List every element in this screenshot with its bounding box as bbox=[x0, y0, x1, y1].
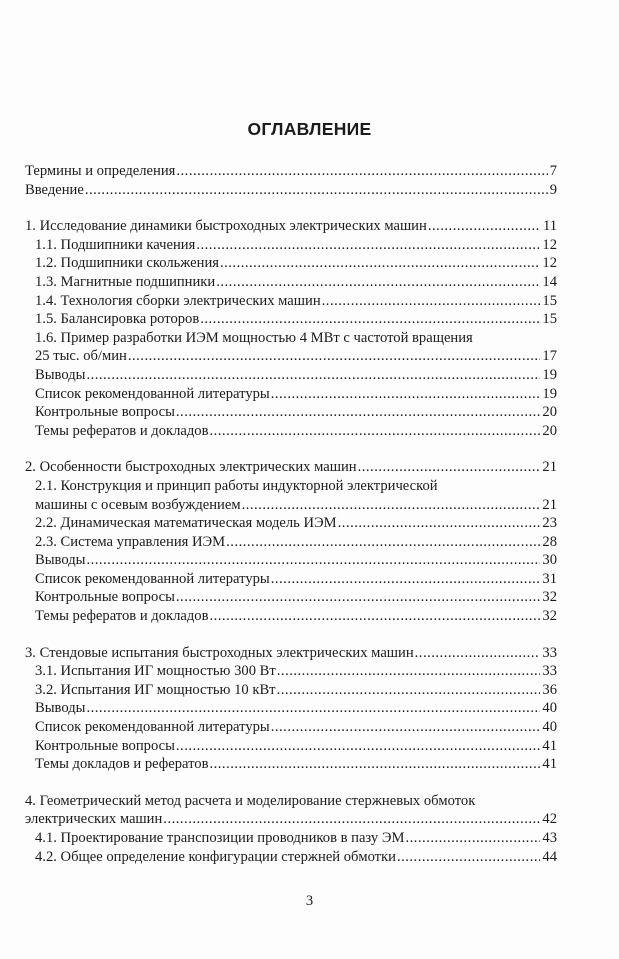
toc-entry[interactable] bbox=[25, 273, 557, 292]
toc-entry-page: 41 bbox=[542, 737, 557, 754]
toc-entry-title: 3. Стендовые испытания быстроходных электрических машин bbox=[25, 644, 414, 661]
toc-entry-page: 33 bbox=[542, 663, 557, 680]
toc-entry-title: 25 тыс. об/мин bbox=[35, 348, 127, 365]
toc-entry-title: 1. Исследование динамики быстроходных электрических машин bbox=[25, 218, 427, 235]
dot-leader bbox=[271, 385, 541, 404]
toc-entry-title: электрических машин bbox=[25, 811, 163, 828]
toc-entry-page: 20 bbox=[542, 422, 557, 439]
toc-entry-page: 21 bbox=[542, 459, 557, 476]
toc-entry[interactable] bbox=[25, 755, 557, 774]
toc-entry-page: 28 bbox=[542, 533, 557, 550]
toc-entry-title: Список рекомендованной литературы bbox=[35, 570, 270, 587]
toc-entry-page: 15 bbox=[542, 311, 557, 328]
dot-leader bbox=[277, 681, 541, 700]
toc-entry-page: 42 bbox=[542, 811, 557, 828]
toc-entry-page: 15 bbox=[542, 292, 557, 309]
toc-entry-page: 9 bbox=[549, 181, 557, 198]
dot-leader bbox=[163, 810, 540, 829]
toc-entry-title: 4.1. Проектирование транспозиции проводников в пазу ЭМ bbox=[35, 830, 405, 846]
toc-entry-title: Контрольные вопросы bbox=[35, 404, 175, 421]
dot-leader bbox=[209, 422, 540, 441]
section-gap bbox=[25, 440, 557, 458]
toc-entry[interactable] bbox=[25, 848, 557, 867]
toc-entry[interactable] bbox=[25, 366, 557, 385]
toc-entry-page: 33 bbox=[542, 644, 557, 661]
dot-leader bbox=[277, 662, 541, 681]
dot-leader bbox=[176, 403, 541, 422]
dot-leader bbox=[338, 514, 541, 533]
dot-leader bbox=[358, 458, 541, 477]
toc-entry-page: 36 bbox=[542, 681, 557, 698]
toc-entry[interactable] bbox=[25, 310, 557, 329]
toc-entry[interactable] bbox=[25, 662, 557, 681]
toc-entry-page: 43 bbox=[542, 830, 557, 846]
toc-entry-title: 2.3. Система управления ИЭМ bbox=[35, 533, 226, 550]
toc-entry[interactable] bbox=[25, 829, 557, 848]
dot-leader bbox=[216, 273, 540, 292]
toc-entry[interactable] bbox=[25, 551, 557, 570]
dot-leader bbox=[226, 533, 540, 552]
toc-entry-title: 1.4. Технология сборки электрических машин bbox=[35, 292, 321, 309]
dot-leader bbox=[415, 644, 541, 663]
toc-entry-title: 4.2. Общее определение конфигурации стержней обмотки bbox=[35, 848, 396, 865]
toc-entry-title: Выводы bbox=[35, 366, 86, 383]
toc-entry-title: Контрольные вопросы bbox=[35, 737, 175, 754]
dot-leader bbox=[196, 236, 540, 255]
page-number: 3 bbox=[305, 893, 314, 909]
toc-entry[interactable] bbox=[25, 514, 557, 533]
toc-entry-title: Темы рефератов и докладов bbox=[35, 422, 209, 439]
toc-entry-page: 12 bbox=[542, 236, 557, 253]
dot-leader bbox=[242, 496, 541, 515]
toc-entry-title: Выводы bbox=[35, 552, 86, 569]
toc-entry[interactable] bbox=[25, 588, 557, 607]
toc-entry-page: 32 bbox=[542, 589, 557, 606]
toc-entry[interactable] bbox=[25, 254, 557, 273]
toc-entry-page: 11 bbox=[542, 218, 557, 235]
toc-entry[interactable] bbox=[25, 236, 557, 255]
toc-entry-title: Список рекомендованной литературы bbox=[35, 385, 270, 402]
toc-entry-page: 17 bbox=[542, 348, 557, 365]
toc-entry-page: 32 bbox=[542, 608, 557, 625]
toc-entry[interactable] bbox=[25, 681, 557, 700]
toc-entry[interactable] bbox=[25, 181, 557, 200]
toc-entry-page: 19 bbox=[542, 385, 557, 402]
toc-entry-page: 44 bbox=[542, 848, 557, 865]
contents-heading: ОГЛАВЛЕНИЕ bbox=[247, 119, 372, 139]
toc-entry-title: Контрольные вопросы bbox=[35, 589, 175, 606]
toc-entry-title: Введение bbox=[25, 181, 84, 198]
dot-leader bbox=[405, 829, 540, 848]
toc-entry-page: 19 bbox=[542, 366, 557, 383]
dot-leader bbox=[428, 217, 541, 236]
dot-leader bbox=[209, 755, 540, 774]
toc-entry[interactable] bbox=[25, 347, 557, 366]
toc-entry-page: 40 bbox=[542, 719, 557, 736]
dot-leader bbox=[176, 162, 547, 181]
dot-leader bbox=[220, 254, 540, 273]
toc-entry-title-line: 2.1. Конструкция и принцип работы индукторной электрической bbox=[35, 477, 438, 494]
toc-entry[interactable] bbox=[25, 385, 557, 404]
toc-entry-page: 20 bbox=[542, 404, 557, 421]
toc-entry[interactable] bbox=[25, 718, 557, 737]
toc-entry-title: Список рекомендованной литературы bbox=[35, 719, 270, 736]
toc-entry-title: 3.1. Испытания ИГ мощностью 300 Вт bbox=[35, 663, 276, 680]
dot-leader bbox=[176, 737, 541, 756]
toc-entry[interactable] bbox=[25, 810, 557, 829]
table-of-contents bbox=[25, 162, 557, 866]
toc-entry-page: 41 bbox=[542, 756, 557, 773]
toc-entry-title: 3.2. Испытания ИГ мощностью 10 кВт bbox=[35, 681, 276, 698]
toc-entry[interactable] bbox=[25, 737, 557, 756]
toc-entry[interactable] bbox=[25, 403, 557, 422]
toc-entry[interactable] bbox=[25, 162, 557, 181]
dot-leader bbox=[86, 551, 540, 570]
toc-entry-title: Темы докладов и рефератов bbox=[35, 756, 209, 773]
dot-leader bbox=[209, 607, 540, 626]
toc-entry[interactable] bbox=[25, 458, 557, 477]
section-gap bbox=[25, 199, 557, 217]
toc-entry[interactable] bbox=[25, 570, 557, 589]
toc-entry-title-line: 1.6. Пример разработки ИЭМ мощностью 4 МВт с частотой вращения bbox=[35, 329, 473, 346]
dot-leader bbox=[128, 347, 541, 366]
toc-entry[interactable] bbox=[25, 607, 557, 626]
dot-leader bbox=[85, 181, 548, 200]
toc-entry-page: 14 bbox=[542, 273, 557, 290]
toc-entry-page: 30 bbox=[542, 552, 557, 569]
toc-entry[interactable] bbox=[25, 217, 557, 236]
toc-entry[interactable] bbox=[25, 496, 557, 515]
toc-entry-page: 12 bbox=[542, 255, 557, 272]
toc-entry-title: Темы рефератов и докладов bbox=[35, 608, 209, 625]
toc-entry[interactable] bbox=[25, 533, 557, 552]
toc-entry-page: 40 bbox=[542, 700, 557, 717]
dot-leader bbox=[322, 292, 541, 311]
toc-entry[interactable] bbox=[25, 422, 557, 441]
dot-leader bbox=[397, 848, 540, 867]
dot-leader bbox=[271, 570, 541, 589]
dot-leader bbox=[176, 588, 541, 607]
section-gap bbox=[25, 774, 557, 792]
dot-leader bbox=[86, 366, 540, 385]
toc-entry[interactable] bbox=[25, 292, 557, 311]
toc-entry-title: 1.2. Подшипники скольжения bbox=[35, 255, 219, 272]
toc-entry-title: Выводы bbox=[35, 700, 86, 717]
toc-entry-title: машины с осевым возбуждением bbox=[35, 496, 241, 513]
toc-entry-page: 21 bbox=[542, 496, 557, 513]
toc-entry[interactable] bbox=[25, 699, 557, 718]
toc-entry-page: 31 bbox=[542, 570, 557, 587]
toc-entry-title: Термины и определения bbox=[25, 163, 176, 179]
dot-leader bbox=[271, 718, 541, 737]
toc-entry-title: 2.2. Динамическая математическая модель ИЭМ bbox=[35, 515, 337, 532]
toc-entry-title: 1.1. Подшипники качения bbox=[35, 236, 196, 253]
toc-entry-page: 23 bbox=[542, 515, 557, 532]
toc-entry-title: 1.3. Магнитные подшипники bbox=[35, 273, 216, 290]
toc-entry-title: 2. Особенности быстроходных электрических машин bbox=[25, 459, 357, 476]
section-gap bbox=[25, 626, 557, 644]
toc-entry-title: 1.5. Балансировка роторов bbox=[35, 311, 200, 328]
toc-entry-page: 7 bbox=[549, 163, 557, 179]
toc-entry-title-line: 4. Геометрический метод расчета и моделирование стержневых обмоток bbox=[25, 792, 476, 809]
dot-leader bbox=[200, 310, 540, 329]
toc-entry[interactable] bbox=[25, 644, 557, 663]
dot-leader bbox=[86, 699, 540, 718]
